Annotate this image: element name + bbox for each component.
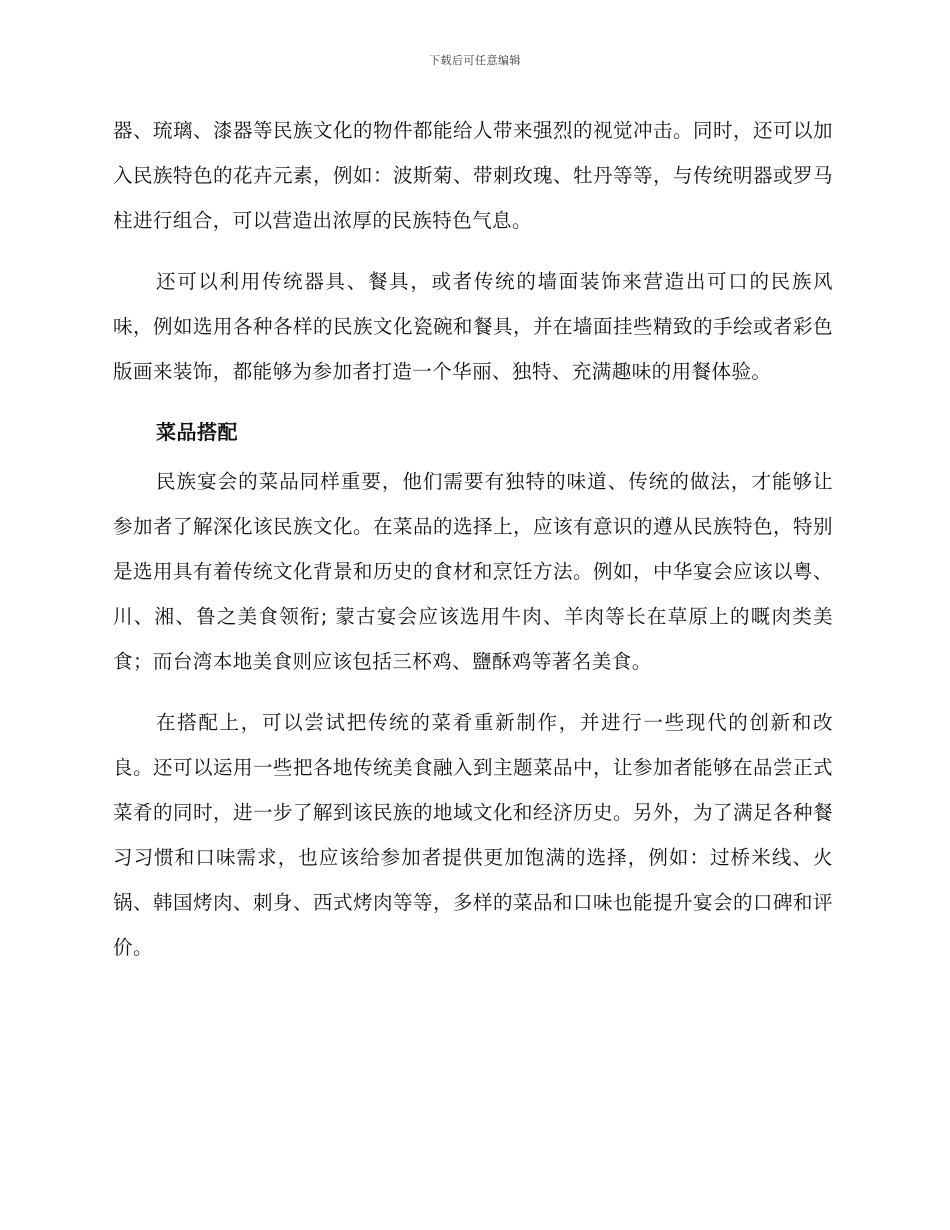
page-header: 下载后可任意编辑 <box>429 54 521 67</box>
paragraph-tableware-decoration: 还可以利用传统器具、餐具，或者传统的墙面装饰来营造出可口的民族风味，例如选用各种各样的民族文化瓷碗和餐具，并在墙面挂些精致的手绘或者彩色版画来装饰，都能够为参加者打造一个华丽、独特、充满趣味的用餐体验。 <box>113 270 833 383</box>
paragraph-dish-combination: 在搭配上，可以尝试把传统的菜肴重新制作，并进行一些现代的创新和改良。还可以运用一些把各地传统美食融入到主题菜品中，让参加者能够在品尝正式菜肴的同时，进一步了解到该民族的地域文化和经济历史。另外，为了满足各种餐习习惯和口味需求，也应该给参加者提供更加饱满的选择，例如：过桥米线、火锅、韩国烤肉、刺身、西式烤肉等等，多样的菜品和口味也能提升宴会的口碑和评价。 <box>113 711 833 959</box>
document-body <box>113 108 833 986</box>
paragraph-dish-selection: 民族宴会的菜品同样重要，他们需要有独特的味道、传统的做法，才能够让参加者了解深化该民族文化。在菜品的选择上，应该有意识的遵从民族特色，特别是选用具有着传统文化背景和历史的食材和烹饪方法。例如，中华宴会应该以粤、川、湘、鲁之美食领衔; 蒙古宴会应该选用牛肉、羊肉等长在草原上的嘅肉类美食；而台湾本地美食则应该包括三杯鸡、鹽酥鸡等著名美食。 <box>113 470 833 673</box>
section-heading-dish-pairing: 菜品搭配 <box>156 420 238 444</box>
paragraph-decor-objects: 器、琉璃、漆器等民族文化的物件都能给人带来强烈的视觉冲击。同时，还可以加入民族特色的花卉元素，例如：波斯菊、带刺玫瑰、牡丹等等，与传统明器或罗马柱进行组合，可以营造出浓厚的民族特色气息。 <box>113 119 833 232</box>
